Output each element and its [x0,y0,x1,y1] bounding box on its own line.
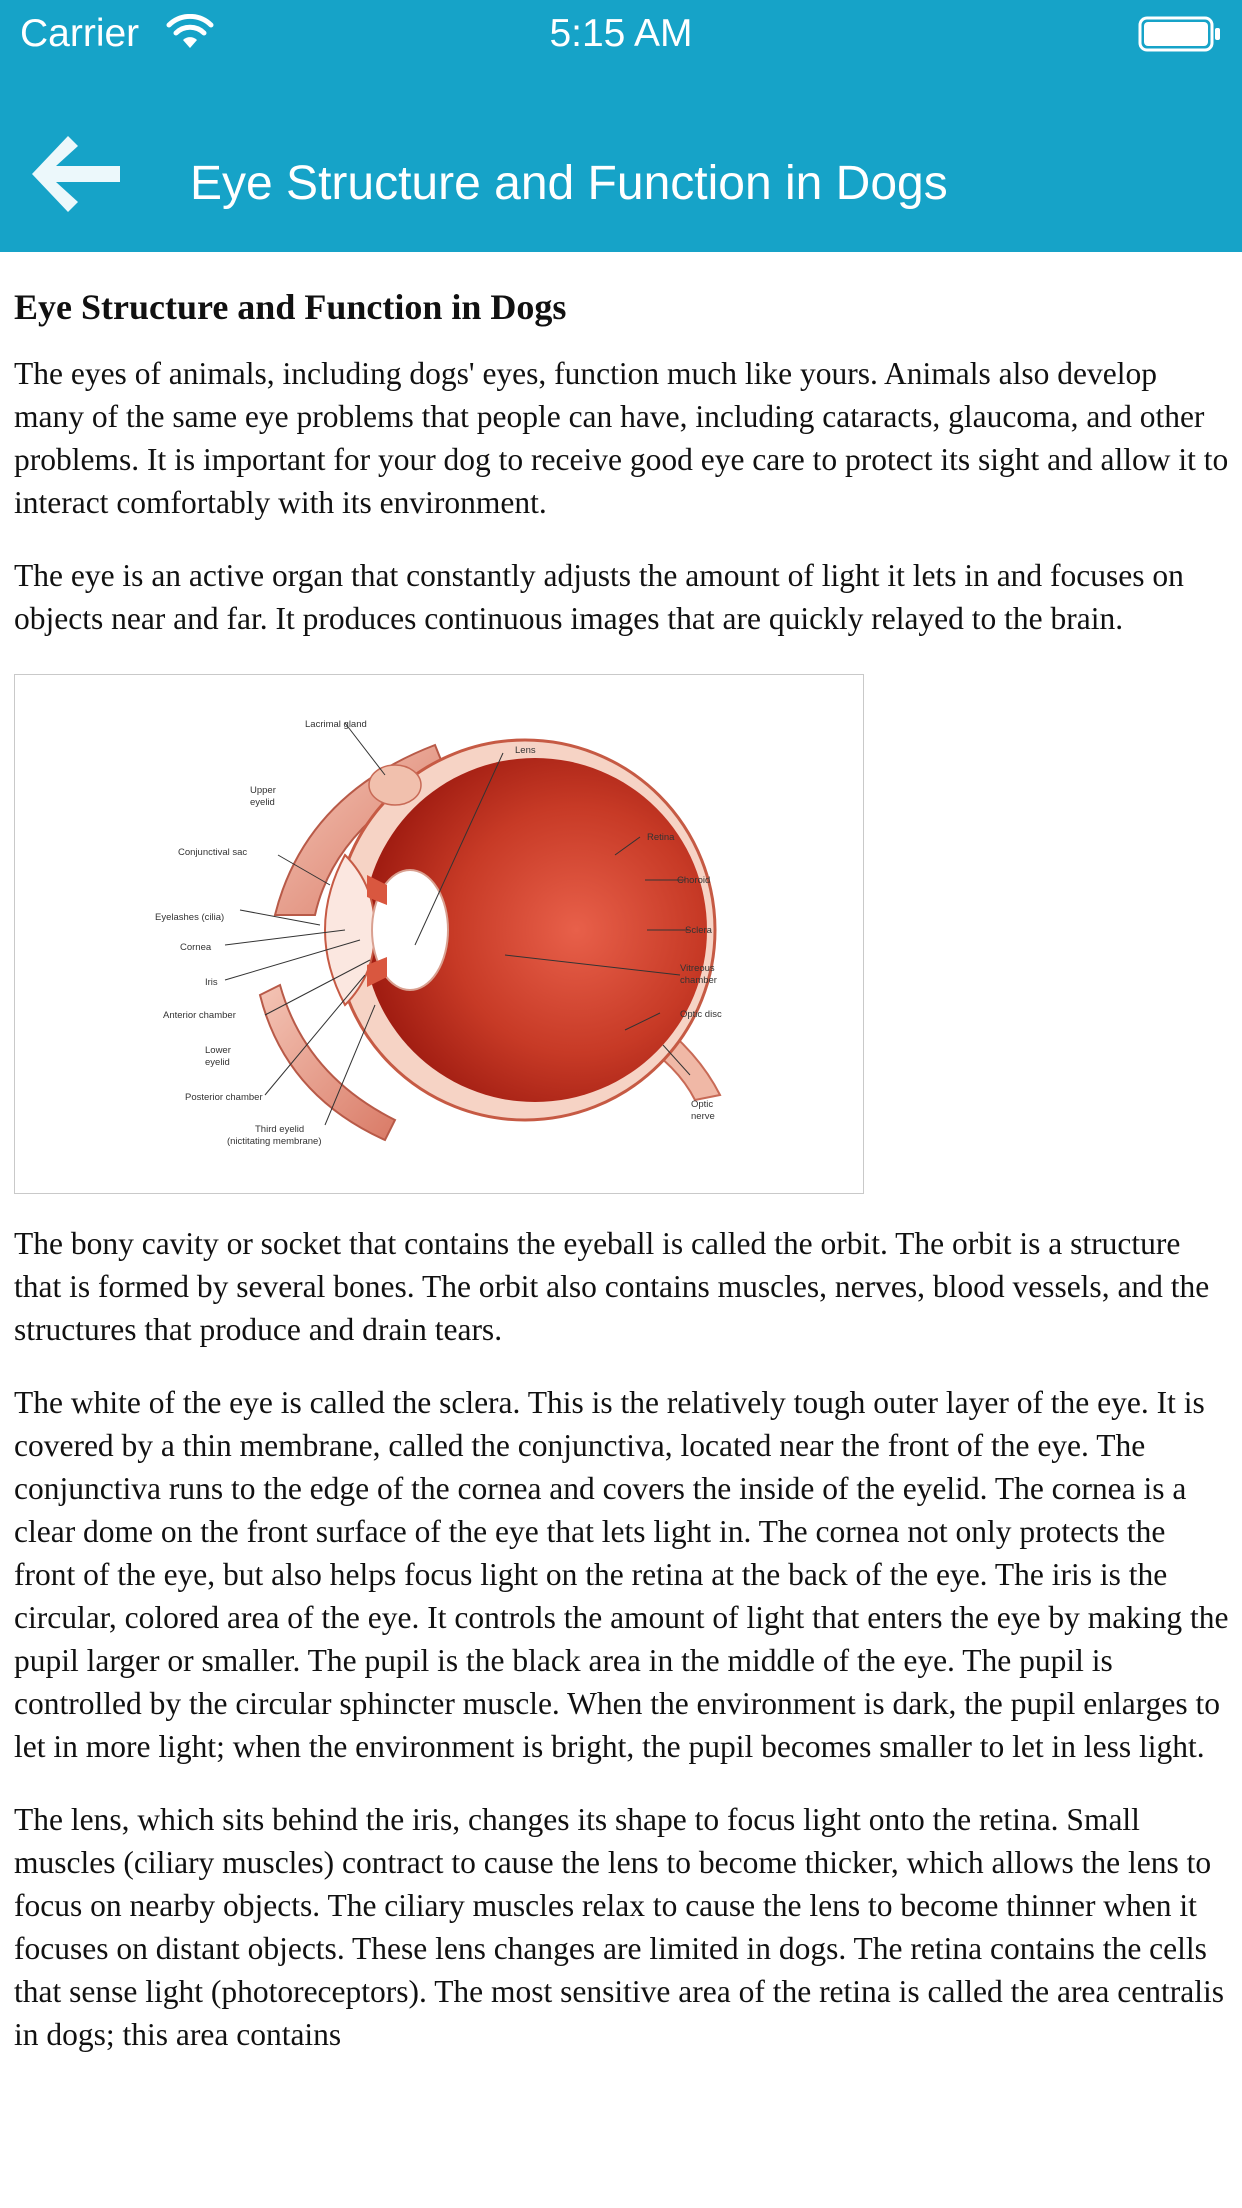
carrier-label: Carrier [20,12,140,55]
label-third-eyelid-1: Third eyelid [255,1124,305,1135]
label-eyelashes: Eyelashes (cilia) [155,912,225,923]
navigation-bar [0,110,1242,252]
label-lower-eyelid-2: eyelid [205,1057,230,1068]
article-heading: Eye Structure and Function in Dogs [14,287,567,327]
paragraph-3: The bony cavity or socket that contains the eyeball is called the orbit. The orbit is a structure that is formed by several bones. The orbit also contains muscles, nerves, blood vessels, and the structures that produce and drain tears. [14,1226,1210,1347]
nav-title: Eye Structure and Function in Dogs [190,157,948,210]
label-choroid: Choroid [677,875,711,886]
top-bar [0,0,1242,252]
eye-diagram [14,674,864,1194]
paragraph-1: The eyes of animals, including dogs' eyes, function much like yours. Animals also develop many of the same eye problems that people can have, including cataracts, glaucoma, and other problems. It is important for your dog to receive good eye care to protect its sight and allow it to interact comfortably with its environment. [14,356,1229,520]
status-time: 5:15 AM [549,12,693,55]
status-bar [0,0,1242,66]
label-lacrimal-gland: Lacrimal gland [305,719,367,730]
label-retina: Retina [647,832,675,843]
label-cornea: Cornea [180,942,212,953]
paragraph-4: The white of the eye is called the sclera. This is the relatively tough outer layer of the eye. It is covered by a thin membrane, called the conjunctiva, located near the front of the eye. The conjunctiva runs to the edge of the cornea and covers the inside of the eyelid. The cornea is a clear dome on the front surface of the eye that lets light in. The cornea not only protects the front of the eye, but also helps focus light on the retina at the back of the eye. The iris is the circular, colored area of the eye. It controls the amount of light that enters the eye by making the pupil larger or smaller. The pupil is the black area in the middle of the eye. The pupil is controlled by the circular sphincter muscle. When the environment is dark, the pupil enlarges to let in more light; when the environment is bright, the pupil becomes smaller to let in less light. [14,1385,1229,1764]
label-optic-disc: Optic disc [680,1009,722,1020]
label-third-eyelid-2: (nictitating membrane) [227,1136,322,1147]
label-sclera: Sclera [685,925,712,936]
paragraph-2: The eye is an active organ that constantly adjusts the amount of light it lets in and focuses on objects near and far. It produces continuous images that are quickly relayed to the brain. [14,558,1184,636]
label-upper-eyelid-1: Upper [250,785,276,796]
label-vitreous-2: chamber [680,975,717,986]
article-content [14,252,1232,2056]
label-vitreous-1: Vitreous [680,963,715,974]
label-posterior-chamber: Posterior chamber [185,1092,263,1103]
back-arrow-icon[interactable] [24,130,124,218]
eye-anatomy-illustration [15,675,865,1195]
paragraph-5: The lens, which sits behind the iris, changes its shape to focus light onto the retina. Small muscles (ciliary muscles) contract to cause the lens to become thicker, which allows the lens to focus on nearby objects. The ciliary muscles relax to cause the lens to become thinner when it focuses on distant objects. These lens changes are limited in dogs. The retina contains the cells that sense light (photoreceptors). The most sensitive area of the retina is called the area centralis in dogs; this area contains [14,1802,1224,2052]
label-anterior-chamber: Anterior chamber [163,1010,236,1021]
battery-icon [1138,16,1222,52]
label-conjunctival-sac: Conjunctival sac [178,847,248,858]
label-optic-nerve-2: nerve [691,1111,715,1122]
label-optic-nerve-1: Optic [691,1099,714,1110]
label-iris: Iris [205,977,218,988]
label-upper-eyelid-2: eyelid [250,797,275,808]
label-lens: Lens [515,745,536,756]
label-lower-eyelid-1: Lower [205,1045,231,1056]
